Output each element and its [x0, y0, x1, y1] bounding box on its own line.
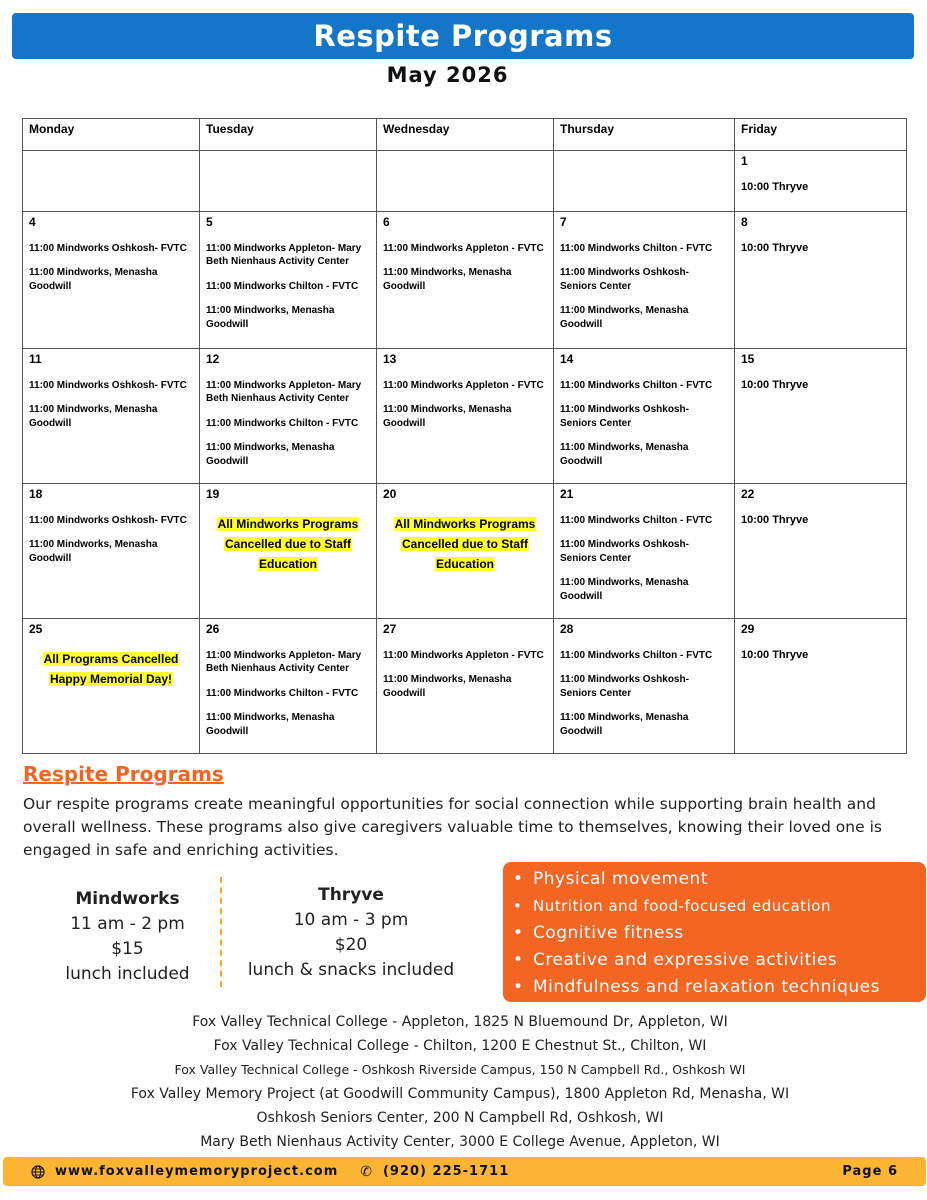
- calendar-event: 11:00 Mindworks Chilton - FVTC: [560, 242, 713, 254]
- website-link[interactable]: www.foxvalleymemoryproject.com: [55, 1164, 339, 1179]
- mindworks-info: [40, 887, 215, 987]
- location-item: Mary Beth Nienhaus Activity Center, 3000 E College Avenue, Appleton, WI: [200, 1134, 720, 1150]
- calendar-event: 11:00 Mindworks Oshkosh- Seniors Center: [560, 674, 689, 699]
- cancellation-notice: [206, 514, 370, 574]
- calendar-event: 11:00 Mindworks Chilton - FVTC: [206, 417, 359, 429]
- calendar-event: 10:00 Thryve: [741, 180, 809, 193]
- notice-line: Cancelled due to Staff: [401, 536, 529, 551]
- calendar-day-cell: [735, 484, 907, 619]
- calendar-week-row: [23, 212, 907, 349]
- calendar-event: 11:00 Mindworks Appleton- Mary Beth Nienhaus Activity Center: [206, 242, 362, 267]
- location-item: Fox Valley Technical College - Chilton, 1200 E Chestnut St., Chilton, WI: [213, 1038, 707, 1054]
- page-number: Page 6: [842, 1164, 898, 1179]
- calendar-event: 11:00 Mindworks, Menasha Goodwill: [560, 712, 689, 737]
- day-number: 19: [206, 487, 220, 501]
- calendar-day-cell: [735, 619, 907, 754]
- feature-item: • Physical movement: [513, 866, 926, 893]
- notice-line: Happy Memorial Day!: [49, 671, 173, 686]
- footer-bar: [3, 1157, 926, 1186]
- calendar-event: 10:00 Thryve: [741, 513, 809, 526]
- calendar-event: 11:00 Mindworks, Menasha Goodwill: [383, 267, 512, 292]
- program-price: $15: [111, 939, 144, 959]
- day-number: 8: [741, 215, 748, 229]
- bullet-icon: •: [513, 869, 524, 889]
- calendar-header-row: [23, 119, 907, 151]
- location-item: Fox Valley Technical College - Oshkosh Riverside Campus, 150 N Campbell Rd., Oshkosh WI: [174, 1062, 746, 1077]
- calendar-event: 11:00 Mindworks, Menasha Goodwill: [29, 404, 158, 429]
- calendar-event: 11:00 Mindworks Chilton - FVTC: [206, 280, 359, 292]
- program-description: Our respite programs create meaningful opportunities for social connection while supporting brain health and overall wellness. These programs also give caregivers valuable time to themselves, knowing their loved one is engaged in safe and enriching activities.: [23, 795, 882, 859]
- program-name: Mindworks: [75, 889, 180, 909]
- features-box: [503, 862, 926, 1002]
- calendar-event: 11:00 Mindworks Chilton - FVTC: [206, 687, 359, 699]
- calendar-day-cell: [377, 212, 554, 349]
- program-note: lunch included: [65, 964, 190, 984]
- day-header: Friday: [735, 119, 907, 151]
- calendar-day-cell: [735, 349, 907, 484]
- notice-line: All Programs Cancelled: [43, 651, 179, 666]
- page-banner: [12, 13, 914, 59]
- day-number: 22: [741, 487, 755, 501]
- bullet-icon: •: [513, 950, 524, 970]
- calendar-event: 11:00 Mindworks Oshkosh- Seniors Center: [560, 267, 689, 292]
- calendar-event: 11:00 Mindworks Oshkosh- Seniors Center: [560, 539, 689, 564]
- calendar-day-cell: [554, 212, 735, 349]
- calendar-event: 11:00 Mindworks, Menasha Goodwill: [383, 674, 512, 699]
- calendar-event: 11:00 Mindworks Appleton - FVTC: [383, 649, 544, 661]
- day-number: 21: [560, 487, 574, 501]
- globe-icon: [31, 1165, 45, 1179]
- bullet-icon: •: [513, 923, 524, 943]
- calendar-day-cell: [200, 151, 377, 212]
- program-divider: [220, 877, 222, 987]
- calendar-day-cell: [554, 151, 735, 212]
- day-number: 13: [383, 352, 397, 366]
- calendar-event: 11:00 Mindworks, Menasha Goodwill: [383, 404, 512, 429]
- calendar-day-cell: [554, 349, 735, 484]
- calendar-day-cell: [200, 619, 377, 754]
- calendar-event: 11:00 Mindworks, Menasha Goodwill: [206, 442, 335, 467]
- day-number: 5: [206, 215, 213, 229]
- feature-item: • Nutrition and food-focused education: [513, 893, 926, 920]
- day-header: Tuesday: [200, 119, 377, 151]
- calendar-day-cell: [23, 349, 200, 484]
- day-number: 4: [29, 215, 36, 229]
- calendar-week-row: [23, 151, 907, 212]
- calendar-event: 11:00 Mindworks Oshkosh- FVTC: [29, 514, 187, 526]
- day-number: 6: [383, 215, 390, 229]
- calendar-table: [22, 118, 907, 754]
- phone-number[interactable]: (920) 225-1711: [382, 1164, 510, 1179]
- day-number: 28: [560, 622, 574, 636]
- feature-item: • Mindfulness and relaxation techniques: [513, 974, 926, 1001]
- calendar-event: 11:00 Mindworks Appleton- Mary Beth Nienhaus Activity Center: [206, 379, 362, 404]
- calendar-day-cell: [23, 212, 200, 349]
- calendar-day-cell: [735, 151, 907, 212]
- calendar-week-row: [23, 349, 907, 484]
- calendar-day-cell: [200, 212, 377, 349]
- calendar-event: 11:00 Mindworks Oshkosh- FVTC: [29, 242, 187, 254]
- day-number: 12: [206, 352, 220, 366]
- calendar-day-cell: [23, 619, 200, 754]
- calendar-event: 11:00 Mindworks, Menasha Goodwill: [29, 539, 158, 564]
- section-title: Respite Programs: [23, 762, 224, 786]
- calendar-day-cell: [23, 151, 200, 212]
- calendar-day-cell: [554, 619, 735, 754]
- day-header: Wednesday: [377, 119, 554, 151]
- calendar-event: 11:00 Mindworks Appleton - FVTC: [383, 379, 544, 391]
- calendar-event: 11:00 Mindworks Oshkosh- Seniors Center: [560, 404, 689, 429]
- calendar-day-cell: [377, 151, 554, 212]
- location-item: Oshkosh Seniors Center, 200 N Campbell Rd, Oshkosh, WI: [256, 1110, 664, 1126]
- day-header: Monday: [23, 119, 200, 151]
- calendar-day-cell: [735, 212, 907, 349]
- locations-list: [0, 1010, 920, 1154]
- calendar-event: 11:00 Mindworks, Menasha Goodwill: [206, 712, 335, 737]
- bullet-icon: •: [513, 977, 524, 997]
- calendar-event: 11:00 Mindworks, Menasha Goodwill: [560, 305, 689, 330]
- calendar-event: 11:00 Mindworks Appleton- Mary Beth Nienhaus Activity Center: [206, 649, 362, 674]
- notice-line: Education: [258, 556, 317, 571]
- program-time: 11 am - 2 pm: [70, 914, 185, 934]
- calendar-event: 11:00 Mindworks Oshkosh- FVTC: [29, 379, 187, 391]
- cancellation-notice: [383, 514, 547, 574]
- day-number: 11: [29, 352, 42, 366]
- calendar-event: 11:00 Mindworks Chilton - FVTC: [560, 649, 713, 661]
- feature-item: • Cognitive fitness: [513, 920, 926, 947]
- thryve-info: [240, 883, 462, 983]
- notice-line: Education: [435, 556, 494, 571]
- calendar-event: 11:00 Mindworks, Menasha Goodwill: [29, 267, 158, 292]
- page-title: Respite Programs: [313, 19, 613, 53]
- day-number: 7: [560, 215, 567, 229]
- day-number: 15: [741, 352, 755, 366]
- calendar-event: 11:00 Mindworks, Menasha Goodwill: [560, 577, 689, 602]
- calendar-week-row: [23, 619, 907, 754]
- program-note: lunch & snacks included: [247, 960, 455, 980]
- day-number: 26: [206, 622, 220, 636]
- cancellation-notice: [29, 649, 193, 689]
- notice-line: Cancelled due to Staff: [224, 536, 352, 551]
- program-price: $20: [334, 935, 368, 955]
- calendar-day-cell: [377, 619, 554, 754]
- notice-line: All Mindworks Programs: [217, 516, 359, 531]
- calendar-day-cell: [200, 484, 377, 619]
- feature-item: • Creative and expressive activities: [513, 947, 926, 974]
- calendar-event: 11:00 Mindworks Appleton - FVTC: [383, 242, 544, 254]
- calendar-day-cell: [377, 484, 554, 619]
- day-number: 18: [29, 487, 43, 501]
- calendar-event: 10:00 Thryve: [741, 648, 809, 661]
- calendar-event: 11:00 Mindworks, Menasha Goodwill: [560, 442, 689, 467]
- calendar-day-cell: [200, 349, 377, 484]
- calendar-day-cell: [23, 484, 200, 619]
- location-item: Fox Valley Technical College - Appleton, 1825 N Bluemound Dr, Appleton, WI: [192, 1014, 728, 1030]
- month-title: May 2026: [386, 63, 509, 87]
- day-number: 29: [741, 622, 755, 636]
- day-number: 1: [741, 154, 748, 168]
- day-header: Thursday: [554, 119, 735, 151]
- day-number: 27: [383, 622, 397, 636]
- calendar-event: 10:00 Thryve: [741, 241, 809, 254]
- calendar-event: 11:00 Mindworks Chilton - FVTC: [560, 514, 713, 526]
- calendar-event: 11:00 Mindworks Chilton - FVTC: [560, 379, 713, 391]
- day-number: 20: [383, 487, 397, 501]
- notice-line: All Mindworks Programs: [394, 516, 536, 531]
- day-number: 25: [29, 622, 43, 636]
- calendar-week-row: [23, 484, 907, 619]
- location-item: Fox Valley Memory Project (at Goodwill Community Campus), 1800 Appleton Rd, Menasha, WI: [130, 1086, 790, 1102]
- day-number: 14: [560, 352, 574, 366]
- calendar-day-cell: [377, 349, 554, 484]
- program-name: Thryve: [318, 885, 384, 905]
- phone-icon: ✆: [360, 1163, 373, 1180]
- program-time: 10 am - 3 pm: [293, 910, 409, 930]
- calendar-event: 10:00 Thryve: [741, 378, 809, 391]
- calendar-day-cell: [554, 484, 735, 619]
- calendar-event: 11:00 Mindworks, Menasha Goodwill: [206, 305, 335, 330]
- bullet-icon: •: [513, 897, 523, 915]
